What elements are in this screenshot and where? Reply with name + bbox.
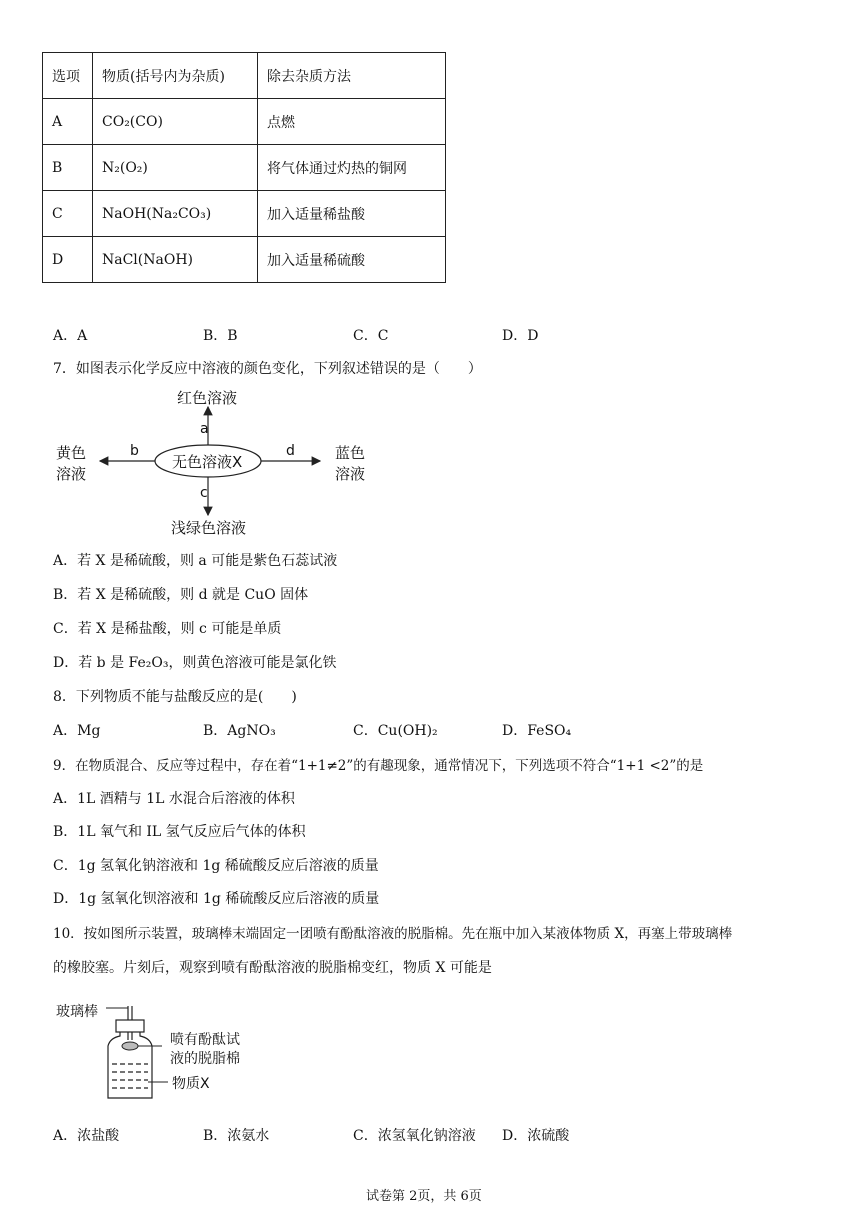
table-cell: CO₂(CO) xyxy=(93,99,258,145)
q10-stem-line2: 的橡胶塞。片刻后，观察到喷有酚酞溶液的脱脂棉变红，物质 X 可能是 xyxy=(53,960,492,976)
q7-option-d[interactable]: D．若 b 是 Fe₂O₃，则黄色溶液可能是氯化铁 xyxy=(53,655,337,671)
table-header-cell: 物质(括号内为杂质) xyxy=(93,53,258,99)
q8-options xyxy=(53,720,753,740)
table-cell: N₂(O₂) xyxy=(93,145,258,191)
table-cell: 加入适量稀硫酸 xyxy=(258,237,446,283)
q10-options xyxy=(53,1125,753,1145)
center-label: 无色溶液X xyxy=(172,453,243,471)
table-cell: B xyxy=(43,145,93,191)
right-label-1: 蓝色 xyxy=(335,444,366,462)
table-cell: 加入适量稀盐酸 xyxy=(258,191,446,237)
cotton-label-2: 液的脱脂棉 xyxy=(170,1051,240,1067)
option-d[interactable]: D．浓硫酸 xyxy=(502,1128,570,1144)
q9-stem: 9．在物质混合、反应等过程中，存在着“1+1≠2”的有趣现象，通常情况下，下列选项不符合“1+1 <2”的是 xyxy=(53,758,704,774)
table-header-cell: 选项 xyxy=(43,53,93,99)
option-a[interactable]: A．Mg xyxy=(53,723,101,739)
table-header-row xyxy=(43,53,446,99)
q9-option-a[interactable]: A．1L 酒精与 1L 水混合后溶液的体积 xyxy=(53,791,295,807)
q7-stem: 7．如图表示化学反应中溶液的颜色变化，下列叙述错误的是（ ） xyxy=(53,361,482,377)
option-b[interactable]: B．B xyxy=(203,328,238,344)
table-cell: NaOH(Na₂CO₃) xyxy=(93,191,258,237)
left-label-1: 黄色 xyxy=(56,444,87,462)
q9-option-b[interactable]: B．1L 氧气和 IL 氢气反应后气体的体积 xyxy=(53,824,306,840)
q6-table xyxy=(42,52,446,283)
table-cell: NaCl(NaOH) xyxy=(93,237,258,283)
top-label: 红色溶液 xyxy=(177,389,238,407)
arrow-c-label: c xyxy=(200,485,208,501)
arrow-d-label: d xyxy=(286,443,295,459)
q10-stem-line1: 10．按如图所示装置，玻璃棒末端固定一团喷有酚酞溶液的脱脂棉。先在瓶中加入某液体物质 X，再塞上带玻璃棒 xyxy=(53,926,733,942)
option-b[interactable]: B．浓氨水 xyxy=(203,1128,270,1144)
table-cell: 将气体通过灼热的铜网 xyxy=(258,145,446,191)
page-footer: 试卷第 2页，共 6页 xyxy=(366,1189,482,1204)
q10-apparatus-diagram xyxy=(50,998,270,1108)
q6-options xyxy=(53,325,753,345)
q7-diagram xyxy=(50,385,380,540)
option-d[interactable]: D．D xyxy=(502,328,539,344)
option-a[interactable]: A．A xyxy=(53,328,88,344)
table-row xyxy=(43,99,446,145)
table-cell: 点燃 xyxy=(258,99,446,145)
left-label-2: 溶液 xyxy=(56,465,87,483)
table-row xyxy=(43,191,446,237)
table-cell: C xyxy=(43,191,93,237)
substance-label: 物质X xyxy=(172,1076,210,1092)
option-c[interactable]: C．Cu(OH)₂ xyxy=(353,723,438,739)
table-cell: A xyxy=(43,99,93,145)
right-label-2: 溶液 xyxy=(335,465,366,483)
bottom-label: 浅绿色溶液 xyxy=(171,519,247,537)
option-d[interactable]: D．FeSO₄ xyxy=(502,723,572,739)
option-c[interactable]: C．C xyxy=(353,328,389,344)
arrow-a-label: a xyxy=(200,421,209,437)
option-b[interactable]: B．AgNO₃ xyxy=(203,723,276,739)
option-a[interactable]: A．浓盐酸 xyxy=(53,1128,120,1144)
option-c[interactable]: C．浓氢氧化钠溶液 xyxy=(353,1128,476,1144)
q7-option-b[interactable]: B．若 X 是稀硫酸，则 d 就是 CuO 固体 xyxy=(53,587,309,603)
rod-label: 玻璃棒 xyxy=(56,1004,98,1020)
table-row xyxy=(43,237,446,283)
q9-option-c[interactable]: C．1g 氢氧化钠溶液和 1g 稀硫酸反应后溶液的质量 xyxy=(53,858,379,874)
q9-option-d[interactable]: D．1g 氢氧化钡溶液和 1g 稀硫酸反应后溶液的质量 xyxy=(53,891,380,907)
table-header-cell: 除去杂质方法 xyxy=(258,53,446,99)
q7-option-c[interactable]: C．若 X 是稀盐酸，则 c 可能是单质 xyxy=(53,621,282,637)
q8-stem: 8．下列物质不能与盐酸反应的是( ) xyxy=(53,689,297,705)
q7-option-a[interactable]: A．若 X 是稀硫酸，则 a 可能是紫色石蕊试液 xyxy=(53,553,338,569)
table-cell: D xyxy=(43,237,93,283)
arrow-b-label: b xyxy=(130,443,139,459)
cotton-label-1: 喷有酚酞试 xyxy=(170,1032,240,1048)
table-row xyxy=(43,145,446,191)
